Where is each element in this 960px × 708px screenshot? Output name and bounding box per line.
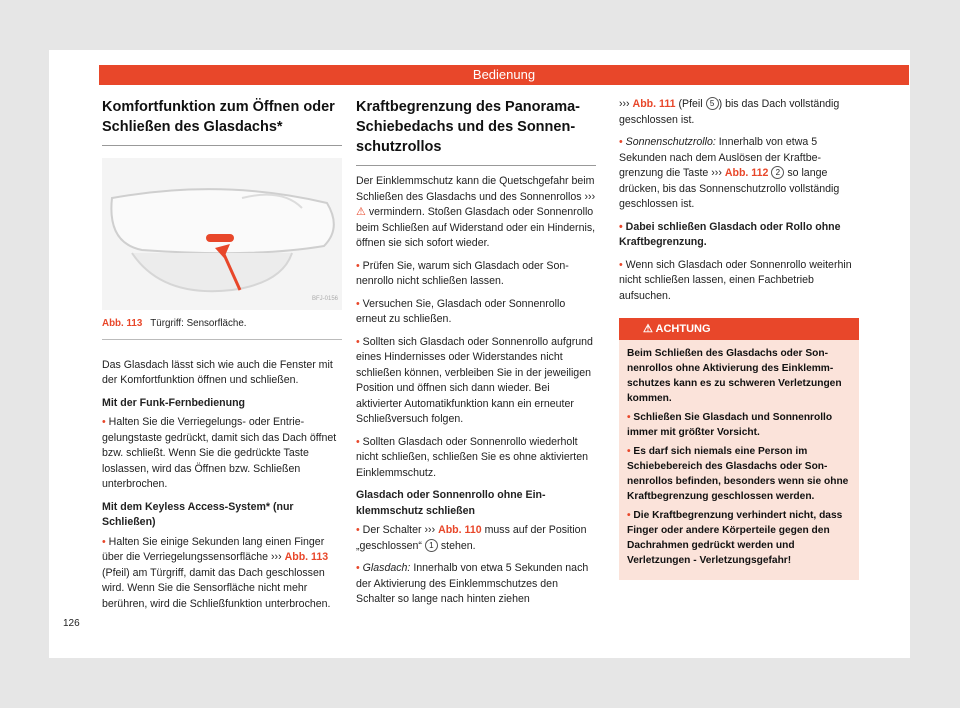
bullet-switch: • Der Schalter ››› Abb. 110 muss auf der Position „geschlossen“ 1 stehen.: [356, 524, 587, 552]
continued-text: ››› Abb. 111 (Pfeil 5 ) bis das Dach vollständig geschlossen ist.: [619, 98, 840, 126]
bullet-workshop: • Wenn sich Glasdach oder Sonnenrollo weiterhin nicht schließen lassen, einen Fachbetrieb aufsuchen.: [619, 258, 852, 302]
column-left: [102, 97, 342, 619]
intro-paragraph: Das Glasdach lässt sich wie auch die Fenster mit der Komfortfunktion öffnen und schließen.: [102, 358, 333, 386]
column-middle: [356, 97, 596, 615]
bullet-icon: •: [356, 562, 360, 574]
bullet-icon: •: [102, 535, 106, 548]
column-right: [619, 97, 859, 580]
bullet-icon: •: [619, 136, 623, 148]
bullet-check: • Prüfen Sie, warum sich Glasdach oder Sonnenrollo nicht schließen lassen.: [356, 259, 569, 287]
title-rule: [356, 165, 596, 166]
section-title-kraftbegrenzung: Kraftbegrenzung des Panorama-Schiebedachs und des Sonnenschutzrollos: [356, 99, 580, 155]
bullet-retry: • Versuchen Sie, Glasdach oder Sonnenrollo erneut zu schließen.: [356, 297, 566, 325]
manual-page: [49, 50, 910, 658]
warning-header: ⚠ ACHTUNG: [619, 318, 859, 340]
figure-caption: [102, 310, 342, 340]
callout-number: 2: [771, 166, 784, 179]
bullet-icon: •: [619, 258, 623, 271]
middle-intro: Der Einklemmschutz kann die Quetschgefahr beim Schließen des Glasdachs und des Sonnenrollos ››› ⚠ vermindern. Stoßen Glasdach oder Sonnenrollo beim Schließen auf Widerstand oder ein Hindernis, öffnen sie sich sofort wieder.: [356, 175, 596, 249]
bullet-repeat: • Sollten Glasdach oder Sonnenrollo wiederholt nicht schließen, schließen Sie es ohne aktivierten Einklemmschutz.: [356, 435, 589, 479]
warning-bullet-2: • Es darf sich niemals eine Person im Schiebebereich des Glasdachs oder Sonnenrollos befinden, besonders wenn sie ohne Kraftbegrenzung geschlossen werden.: [627, 446, 849, 502]
bullet-icon: •: [356, 297, 360, 310]
warning-box: [619, 318, 859, 580]
warning-body: [619, 340, 859, 580]
warning-bullet-3: • Die Kraftbegrenzung verhindert nicht, dass Finger oder andere Körperteile gegen den Dachrahmen gedrückt werden und Verletzungen - Verletzungsgefahr!: [627, 510, 843, 566]
section-title-comfort: Komfortfunktion zum Öffnen oder Schließen des Glasdachs*: [102, 99, 335, 135]
section-header: Bedienung: [99, 65, 909, 85]
bullet-icon: •: [356, 435, 360, 448]
callout-number: 1: [425, 539, 438, 552]
bullet-glasdach: • Glasdach: Innerhalb von etwa 5 Sekunden nach der Aktivierung des Einklemmschutzes den Schalter so lange nach hinten ziehen: [356, 562, 589, 605]
bullet-sunshade: • Sonnenschutzrollo: Innerhalb von etwa 5 Sekunden nach dem Auslösen der Kraftbegrenzung die Taste ››› Abb. 112 2 so lange drücken, bis das Sonnenschutzrollo vollständig geschlossen ist.: [619, 136, 840, 210]
keyless-heading: Mit dem Keyless Access-System* (nur Schließen): [102, 500, 294, 528]
bullet-icon: •: [356, 259, 360, 272]
sensor-area-marker: [206, 234, 234, 242]
caption-text: Türgriff: Sensorfläche.: [150, 318, 247, 329]
bullet-icon: •: [102, 416, 106, 428]
bullet-no-limit: • Dabei schließen Glasdach oder Rollo ohne Kraftbegrenzung.: [619, 220, 841, 248]
link-abb-110[interactable]: Abb. 110: [438, 524, 482, 536]
link-abb-111[interactable]: Abb. 111: [632, 98, 676, 110]
bullet-icon: •: [627, 510, 631, 521]
caption-label: Abb. 113: [102, 318, 143, 329]
bullet-icon: •: [619, 220, 623, 233]
bullet-icon: •: [627, 412, 631, 423]
door-handle-illustration: [102, 158, 342, 310]
link-abb-112[interactable]: Abb. 112: [724, 167, 769, 179]
page-number: 126: [63, 618, 80, 629]
bullet-obstacle: • Sollten sich Glasdach oder Sonnenrollo aufgrund eines Hindernisses oder Widerstandes nicht schließen können, verbleiben Sie in der jeweiligen Position und öffnen sich dann wieder. Bei aktivierter Automatikfunktion kann ein erneuter Schließversuch folgen.: [356, 335, 593, 425]
door-handle-figure: [102, 158, 342, 310]
bullet-icon: •: [356, 524, 360, 536]
warning-intro: Beim Schließen des Glasdachs oder Sonnenrollos ohne Aktivierung des Einklemmschutzes kann es zu schweren Verletzungen kommen.: [627, 348, 842, 404]
callout-number: 5: [706, 97, 719, 110]
warning-triangle-icon: ⚠: [643, 323, 653, 335]
title-rule: [102, 145, 342, 146]
warning-triangle-icon[interactable]: ⚠: [356, 206, 366, 218]
warning-bullet-1: • Schließen Sie Glasdach und Sonnenrollo immer mit größter Vorsicht.: [627, 412, 833, 438]
no-pinch-protection-heading: Glasdach oder Sonnenrollo ohne Einklemmschutz schließen: [356, 489, 546, 517]
link-abb-113[interactable]: Abb. 113: [284, 551, 329, 563]
bullet-icon: •: [627, 446, 631, 457]
bullet-icon: •: [356, 335, 360, 348]
remote-bullet: • Halten Sie die Verriegelungs- oder Entriegelungstaste gedrückt, damit sich das Dach öffnet bzw. schließt. Wenn Sie die gedrückte Taste loslassen, wird das Öffnen bzw. Schließen unterbrochen.: [102, 416, 337, 490]
figure-code: BFJ-0156: [311, 295, 338, 302]
remote-heading: Mit der Funk-Fernbedienung: [102, 396, 246, 409]
keyless-bullet: • Halten Sie einige Sekunden lang einen Finger über die Verriegelungssensorfläche ››› Abb. 113 (Pfeil) am Türgriff, damit das Dach geschlossen wird. Wenn Sie die Sensorfläche nicht mehr berühren, wird die Schließfunktion unterbrochen.: [102, 535, 331, 610]
